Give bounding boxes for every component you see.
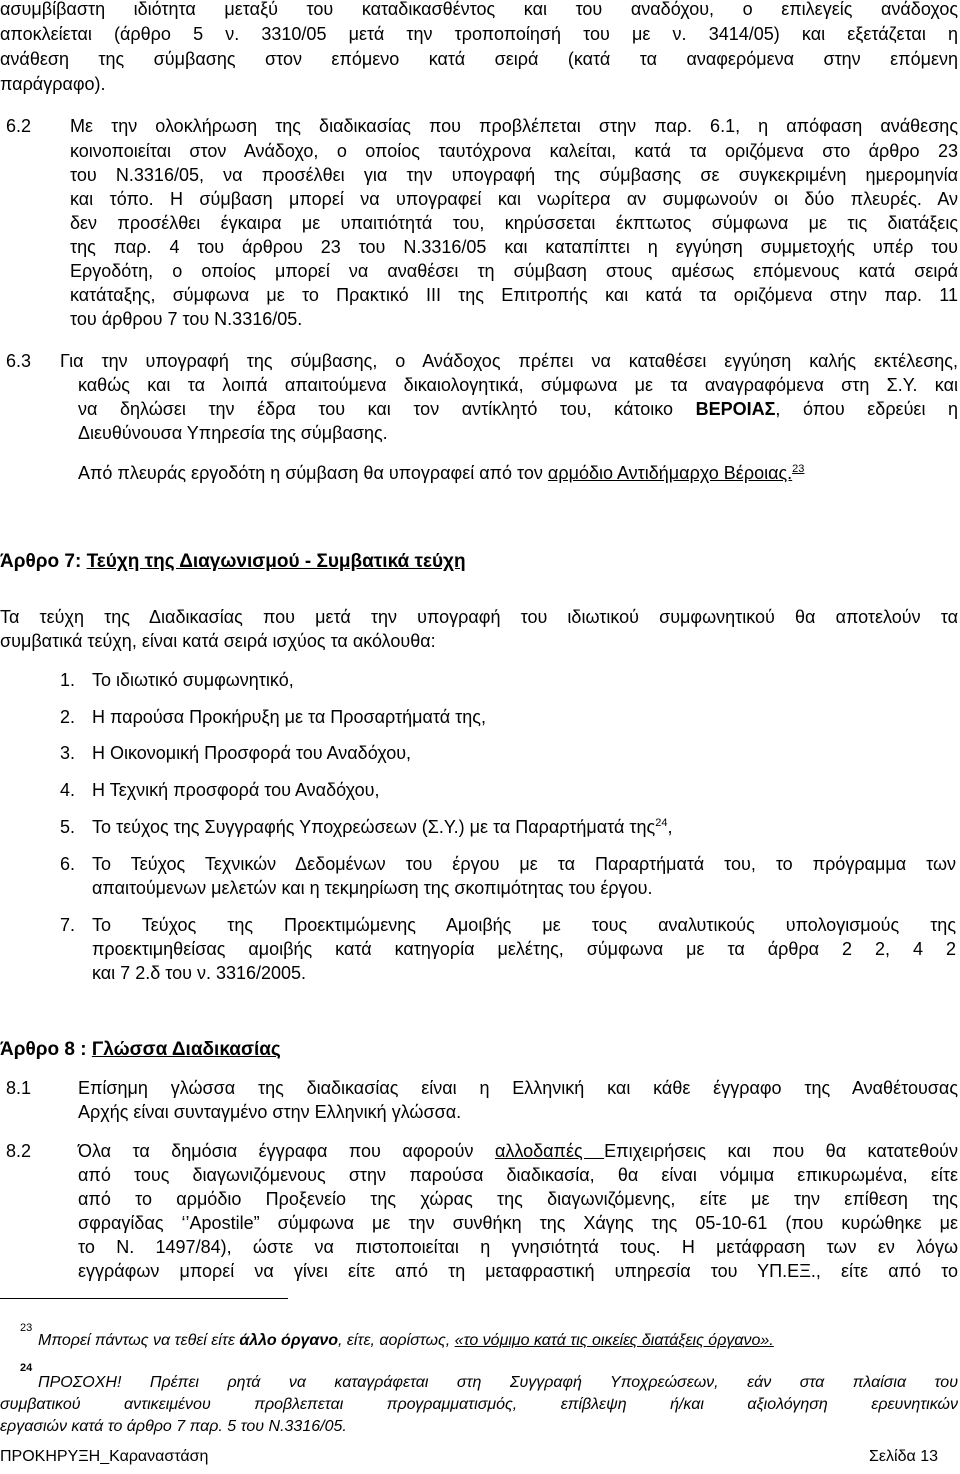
paragraph-number: 8.2 (6, 1141, 32, 1161)
text-line: παράγραφο). (0, 74, 106, 94)
list-text: Το ιδιωτικό συμφωνητικό, (92, 670, 294, 690)
text-span: Μπορεί πάντως να τεθεί είτε (38, 1332, 240, 1349)
text-span: Το τεύχος της Συγγραφής Υποχρεώσεων (Σ.Υ.) με τα Παραρτήματά της (92, 817, 656, 837)
text-line: και τόπο. Η σύμβαση μπορεί να υπογραφεί και νωρίτερα αν συμφωνούν οι δύο πλευρές. Αν (70, 189, 958, 209)
text-line: Επίσημη γλώσσα της διαδικασίας είναι η Ελληνική και κάθε έγγραφο της Αναθέτουσας (78, 1078, 958, 1098)
signatory-link: αρμόδιο Αντιδήμαρχο Βέροιας. (547, 463, 793, 483)
text-line: ανάθεση της σύμβασης στον επόμενο κατά σειρά (κατά τα αναφερόμενα στην επόμενη (0, 49, 958, 69)
list-number: 1. (60, 670, 76, 690)
list-number: 6. (60, 854, 76, 874)
footnote-separator (0, 1298, 288, 1299)
text-line: το Ν. 1497/84), ώστε να πιστοποιείται η γνησιότητά τους. Η μετάφραση των εν λόγω (78, 1237, 958, 1257)
document-name: ΠΡΟΚΗΡΥΞΗ_Καραναστάση (0, 1448, 209, 1465)
paragraph-number: 6.2 (6, 116, 32, 136)
text-span: , (667, 817, 673, 837)
text-span: να δηλώσει την έδρα του και τον αντίκλητό του, κάτοικο (78, 399, 696, 419)
footnote-line: συμβατικού αντικειμένου προβλεπεται προγραμματισμός, επίβλεψη ή/και αξιολόγηση ερευνητικών (0, 1396, 958, 1413)
text-span: , είτε, αορίστως, (338, 1332, 455, 1349)
list-number: 4. (60, 780, 76, 800)
page-number: Σελίδα 13 (869, 1448, 938, 1465)
text-line: δεν προσέλθει έγκαιρα με υπαιτιότητά του, κηρύσσεται έκπτωτος σύμφωνα με τις διατάξεις (70, 213, 958, 233)
text-line: αποκλείεται (άρθρο 5 ν. 3310/05 μετά την τροποποίησή του με ν. 3414/05) και εξετάζεται η (0, 24, 958, 44)
heading-prefix: Άρθρο 8 : (0, 1039, 92, 1060)
text-line: του Ν.3316/05, να προσέλθει για την υπογραφή της σύμβασης σε συγκεκριμένη ημερομηνία (70, 165, 958, 185)
text-span: , όπου εδρεύει η (775, 399, 959, 419)
text-line: συμβατικά τεύχη, είναι κατά σειρά ισχύος τα ακόλουθα: (0, 631, 436, 651)
list-text (92, 815, 956, 839)
text-line: Αρχής είναι συνταγμένο στην Ελληνική γλώσσα. (78, 1102, 462, 1122)
list-text: Το Τεύχος Τεχνικών Δεδομένων του έργου με τα Παραρτήματά του, το πρόγραμμα των (92, 854, 956, 874)
heading-title: Γλώσσα Διαδικασίας (91, 1039, 281, 1060)
bold-term: άλλο όργανο (239, 1332, 338, 1349)
paragraph-number: 8.1 (6, 1078, 32, 1098)
list-number: 7. (60, 915, 76, 935)
text-line: Για την υπογραφή της σύμβασης, ο Ανάδοχος πρέπει να καταθέσει εγγύηση καλής εκτέλεσης, (60, 351, 958, 371)
list-text: Η παρούσα Προκήρυξη με τα Προσαρτήματά της, (92, 707, 486, 727)
text-line: Τα τεύχη της Διαδικασίας που μετά την υπογραφή του ιδιωτικού συμφωνητικού θα αποτελούν τα (0, 607, 958, 627)
text-line: του άρθρου 7 του Ν.3316/05. (70, 309, 303, 329)
text-line: σφραγίδας ‘’Apostile” σύμφωνα με την συνθήκη της Χάγης της 05-10-61 (που κυρώθηκε με (78, 1213, 958, 1233)
signature-line (78, 461, 804, 485)
list-text: Η Οικονομική Προσφορά του Αναδόχου, (92, 743, 412, 763)
text-line (78, 397, 958, 421)
list-text: απαιτούμενων μελετών και η τεκμηρίωση της σκοπιμότητας του έργου. (92, 878, 653, 898)
city-name: ΒΕΡΟΙΑΣ (695, 399, 776, 419)
text-line: Με την ολοκλήρωση της διαδικασίας που προβλέπεται στην παρ. 6.1, η απόφαση ανάθεσης (70, 116, 958, 136)
list-number: 3. (60, 743, 76, 763)
list-item (60, 852, 956, 900)
text-line: ασυμβίβαστη ιδιότητα μεταξύ του καταδικασθέντος και του αναδόχου, ο επιλεγείς ανάδοχος (0, 0, 958, 19)
text-line: από το αρμόδιο Προξενείο της χώρας της διαγωνιζόμενης, είτε με την επίθεση της (78, 1189, 958, 1209)
text-line: κοινοποιείται στον Ανάδοχο, ο οποίος ταυτόχρονα καλείται, κατά τα οριζόμενα στο άρθρο 23 (70, 141, 958, 161)
footnote-ref: 23 (792, 463, 805, 475)
text-span: Επιχειρήσεις και που θα κατατεθούν (604, 1141, 959, 1161)
text-line: κατάταξης, σύμφωνα με το Πρακτικό ΙΙΙ της Επιτροπής και κατά τα οριζόμενα στην παρ. 11 (70, 285, 958, 305)
footnote-number: 23 (20, 1322, 33, 1334)
list-text: Το Τεύχος της Προεκτιμώμενης Αμοιβής με τους αναλυτικούς υπολογισμούς της (92, 915, 956, 935)
footnote-ref: 24 (655, 817, 668, 829)
text-line: καθώς και τα λοιπά απαιτούμενα δικαιολογητικά, σύμφωνα με τα αναγραφόμενα στη Σ.Υ. και (78, 375, 958, 395)
list-number: 2. (60, 707, 76, 727)
underlined-term: αλλοδαπές (494, 1141, 605, 1161)
list-text: Η Τεχνική προσφορά του Αναδόχου, (92, 780, 380, 800)
text-line: εγγράφων μπορεί να γίνει είτε από τη μεταφραστική υπηρεσία του ΥΠ.ΕΞ., είτε από το (78, 1261, 958, 1281)
paragraph-number: 6.3 (6, 351, 32, 371)
list-text: προεκτιμηθείσας αμοιβής κατά κατηγορία μελέτης, σύμφωνα με τα άρθρα 2 2, 4 2 (92, 939, 956, 959)
text-span: Όλα τα δημόσια έγγραφα που αφορούν (78, 1141, 495, 1161)
list-item (60, 913, 956, 985)
text-span: Από πλευράς εργοδότη η σύμβαση θα υπογραφεί από τον (78, 463, 548, 483)
text-line: Διευθύνουσα Υπηρεσία της σύμβασης. (78, 423, 388, 443)
text-line: Εργοδότη, ο οποίος μπορεί να αναθέσει τη σύμβαση στους αμέσως επόμενους κατά σειρά (70, 261, 958, 281)
footnote-number: 24 (20, 1362, 33, 1374)
underlined-term: «το νόμιμο κατά τις οικείες διατάξεις όργανο». (454, 1332, 774, 1349)
footnote-line: εργασιών κατά το άρθρο 7 παρ. 5 του Ν.3316/05. (0, 1418, 347, 1435)
footnote-line: ΠΡΟΣΟΧΗ! Πρέπει ρητά να καταγράφεται στη Συγγραφή Υποχρεώσεων, εάν στα πλαίσια του (38, 1374, 958, 1391)
text-line: από τους διαγωνιζόμενους στην παρούσα διαδικασία, θα είναι νόμιμα επικυρωμένα, είτε (78, 1165, 958, 1185)
list-number: 5. (60, 817, 76, 837)
list-text: και 7 2.δ του ν. 3316/2005. (92, 963, 307, 983)
footnote-23 (38, 1330, 958, 1352)
article-7-heading (0, 551, 466, 573)
article-8-heading (0, 1039, 281, 1061)
heading-prefix: Άρθρο 7: (0, 551, 87, 572)
heading-title: Τεύχη της Διαγωνισμού - Συμβατικά τεύχη (86, 551, 466, 572)
text-line (78, 1139, 958, 1163)
text-line: της παρ. 4 του άρθρου 23 του Ν.3316/05 και καταπίπτει η εγγύηση συμμετοχής υπέρ του (70, 237, 958, 257)
